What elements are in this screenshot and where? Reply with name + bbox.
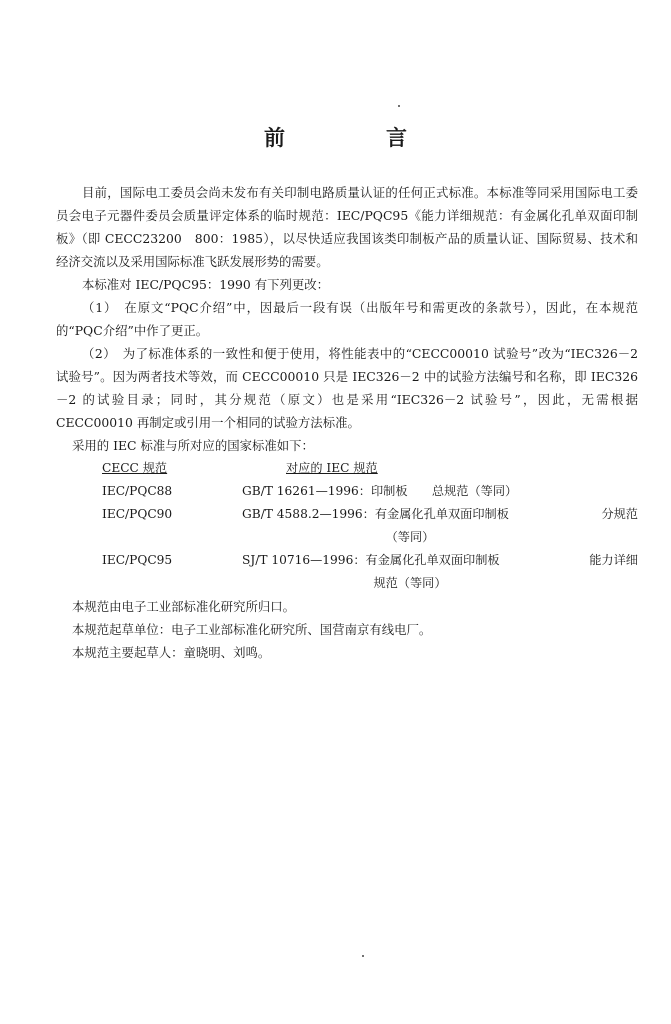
table-cell-iec <box>242 549 638 595</box>
table-cell-cecc: IEC/PQC90 <box>102 507 173 521</box>
table-cell-iec-main: SJ/T 10716—1996：有金属化孔单双面印制板 <box>242 553 500 567</box>
table-cell-iec-main: GB/T 4588.2—1996：有金属化孔单双面印制板 <box>242 507 509 521</box>
scan-speck <box>362 955 364 957</box>
paragraph-standards-intro: 采用的 IEC 标准与所对应的国家标准如下： <box>72 438 314 453</box>
scan-speck <box>398 105 400 107</box>
footer-line-drafting-units: 本规范起草单位：电子工业部标准化研究所、国营南京有线电厂。 <box>72 622 432 637</box>
page-title: 前 言 <box>264 126 447 150</box>
table-cell-cecc: IEC/PQC88 <box>102 484 173 498</box>
table-cell-iec <box>242 480 638 503</box>
table-cell-cecc: IEC/PQC95 <box>102 553 173 567</box>
table-cell-iec-cont: 规范（等同） <box>373 576 447 590</box>
footer-line-drafters: 本规范主要起草人：童晓明、刘鸣。 <box>72 645 271 660</box>
table-row <box>102 549 638 595</box>
table-row <box>102 480 638 503</box>
paragraph-change-2: （2） 为了标准体系的一致性和便于使用，将性能表中的“CECC00010 试验号”改为“IEC326－2 试验号”。因为两者技术等效，而 CECC00010 只是 IEC326－2 中的试验方法编号和名称，即 IEC326－2 的试验目录；同时，其分规范（原文）也是采用“IEC326－2 试验号”，因此，无需根据 CECC00010 再制定或引用一个相同的试验方法标准。 <box>56 346 638 430</box>
paragraph-intro: 目前，国际电工委员会尚未发布有关印制电路质量认证的任何正式标准。本标准等同采用国际电工委员会电子元器件委员会质量评定体系的临时规范：IEC/PQC95《能力详细规范：有金属化孔单双面印制板》（即 CECC23200 800：1985），以尽快适应我国该类印制板产品的质量认证、国际贸易、技术和经济交流以及采用国际标准飞跃发展形势的需要。 <box>56 185 638 269</box>
table-cell-iec-cont: （等同） <box>385 530 435 544</box>
standards-table <box>102 457 638 595</box>
table-cell-iec-tail: 能力详细 <box>589 553 638 567</box>
table-cell-iec <box>242 503 638 549</box>
table-header-row <box>102 457 638 480</box>
paragraph-changes-intro: 本标准对 IEC/PQC95：1990 有下列更改： <box>82 277 330 292</box>
table-cell-iec-main: GB/T 16261—1996：印制板 总规范（等同） <box>242 484 518 498</box>
header-iec: 对应的 IEC 规范 <box>286 461 378 475</box>
table-row <box>102 503 638 549</box>
footer-line-responsible: 本规范由电子工业部标准化研究所归口。 <box>72 599 296 614</box>
paragraph-change-1: （1） 在原文“PQC介绍”中，因最后一段有误（出版年号和需更改的条款号），因此，在本规范的“PQC介绍”中作了更正。 <box>56 300 638 338</box>
table-cell-iec-tail: 分规范 <box>601 507 638 521</box>
header-cecc: CECC 规范 <box>102 461 168 475</box>
document-body <box>56 181 638 664</box>
